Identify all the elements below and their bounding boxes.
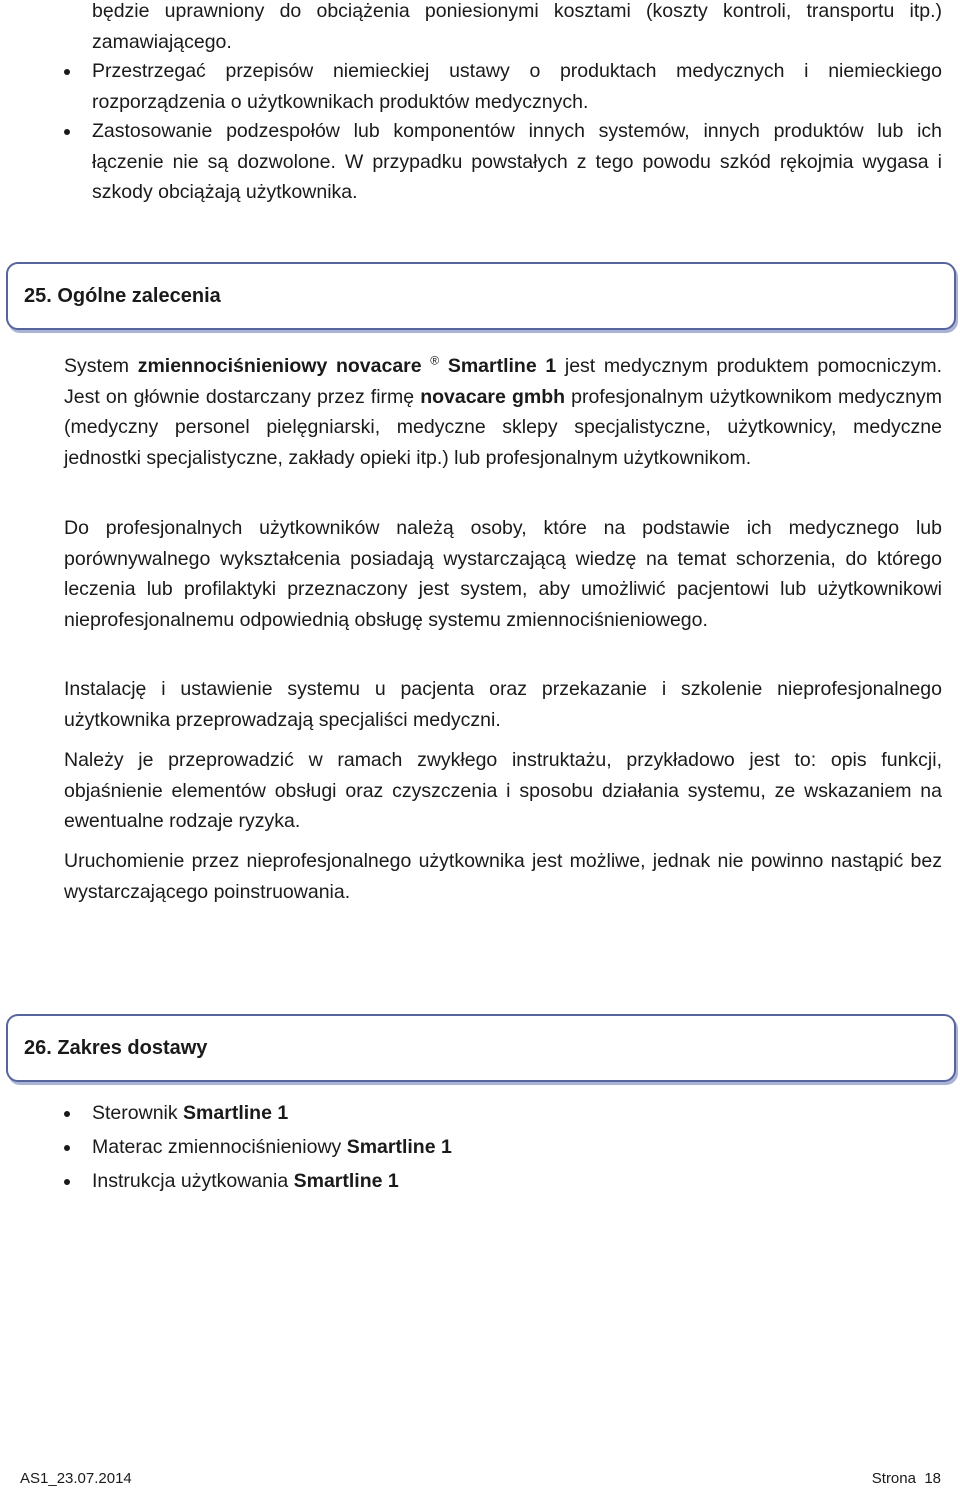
bullet-icon	[64, 1111, 70, 1117]
list-item-text: Zastosowanie podzespołów lub komponentów innych systemów, innych produktów lub ich łączenie nie są dozwolone. W przypadku powstałych z tego powodu szkód rękojmia wygasa i szkody obciążają użytkownika.	[92, 120, 942, 203]
paragraph-installation: Instalację i ustawienie systemu u pacjenta oraz przekazanie i szkolenie nieprofesjonalnego użytkownika przeprowadzają specjaliści medyczni.	[64, 678, 942, 731]
company-name: novacare gmbh	[420, 385, 566, 408]
list-item	[0, 1166, 960, 1197]
list-item-text: Przestrzegać przepisów niemieckiej ustawy o produktach medycznych i niemieckiego rozporządzenia o użytkownikach produktów medycznych.	[92, 60, 942, 113]
footer-page-number: Strona 18	[871, 1470, 941, 1487]
bullet-continuation-text: będzie uprawniony do obciążenia poniesionymi kosztami (koszty kontroli, transportu itp.) zamawiającego.	[92, 0, 942, 53]
list-item-text: Sterownik Smartline 1	[92, 1102, 289, 1124]
section-header-26	[6, 1014, 956, 1082]
registered-mark: ®	[430, 353, 440, 368]
product-name: zmiennociśnieniowy novacare	[137, 355, 422, 377]
section-title: 26. Zakres dostawy	[24, 1037, 208, 1059]
bullet-icon	[64, 129, 70, 135]
paragraph-professional-users: Do profesjonalnych użytkowników należą osoby, które na podstawie ich medycznego lub porównywalnego wykształcenia posiadają wystarczającą wiedzę na temat schorzenia, do którego leczenia lub profilaktyki przeznaczony jest system, aby umożliwić pacjentowi lub użytkownikowi nieprofesjonalnemu odpowiednią obsługę systemu zmiennociśnieniowego.	[64, 517, 942, 631]
section-title: 25. Ogólne zalecenia	[24, 285, 221, 307]
footer-doc-id: AS1_23.07.2014	[20, 1470, 132, 1487]
list-item	[0, 1132, 960, 1163]
list-item	[0, 56, 960, 118]
list-item	[0, 1098, 960, 1129]
section-header-25	[6, 262, 956, 330]
list-item	[0, 116, 960, 208]
product-model: Smartline 1	[447, 355, 557, 377]
paragraph-instruction: Należy je przeprowadzić w ramach zwykłego instruktażu, przykładowo jest to: opis funkcji, objaśnienie elementów obsługi oraz czyszczenia i sposobu działania systemu, ze wskazaniem na ewentualne rodzaje ryzyka.	[64, 749, 942, 832]
bullet-icon	[64, 69, 70, 75]
bullet-icon	[64, 1145, 70, 1151]
paragraph-intro: System zmiennociśnieniowy novacare ® Smartline 1 jest medycznym produktem pomocniczym. Jest on głównie dostarczany przez firmę novacare gmbh profesjonalnym użytkownikom medycznym (medyczny personel pielęgniarski, medyczne sklepy specjalistyczne, użytkownicy, medyczne jednostki specjalistyczne, zakłady opieki itp.) lub profesjonalnym użytkownikom.	[64, 353, 942, 469]
list-item-text: Materac zmiennociśnieniowy Smartline 1	[92, 1136, 452, 1158]
bullet-icon	[64, 1179, 70, 1185]
list-item-text: Instrukcja użytkowania Smartline 1	[92, 1170, 399, 1192]
paragraph-startup: Uruchomienie przez nieprofesjonalnego użytkownika jest możliwe, jednak nie powinno nastąpić bez wystarczającego poinstruowania.	[64, 850, 942, 903]
